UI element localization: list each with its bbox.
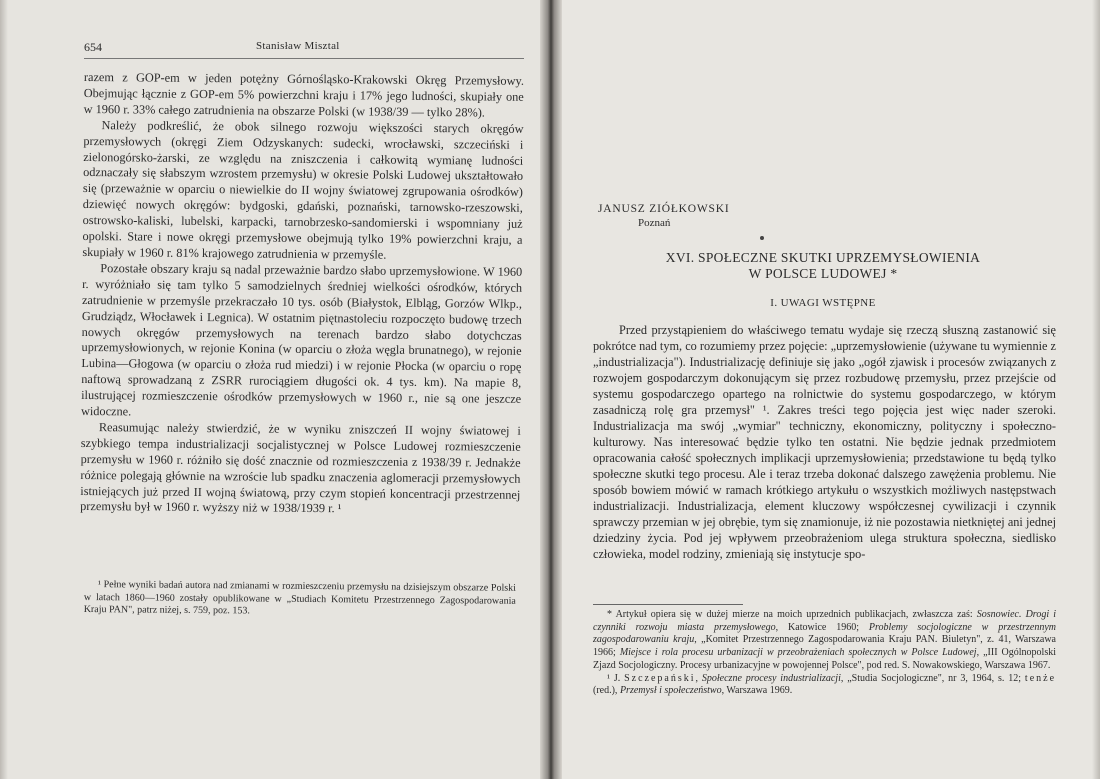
footnote-italic-title: Problemy socjologiczne w przestrzennym zagospodarowaniu kraju — [593, 621, 1056, 646]
running-head-title: Stanisław Misztal — [256, 40, 340, 52]
paragraph: Reasumując należy stwierdzić, że w wyniku zniszczeń II wojny światowej i szybkiego tempa industrializacji socjalistycznej w Polsce Ludowej rozmieszczenie przemysłu w 1960 r. różniło się dość znacznie od rozmieszczenia z 1938/39 r. Jednakże różnice polegają głównie na wzroście lub spadku znaczenia aglomeracji przemysłowych istniejących już przed II wojną światową, przy czym stopień koncentracji przestrzennej przemysłu był w 1960 r. wyższy niż w 1938/1939 r. ¹ — [80, 420, 521, 516]
author-name: JANUSZ ZIÓŁKOWSKI — [598, 203, 730, 215]
footnote-1 — [593, 673, 1056, 698]
footnote-text: ¹ Pełne wyniki badań autora nad zmianami w rozmieszczeniu przemysłu na dzisiejszym obszarze Polski w latach 1860—1960 zostały opublikowane w „Studiach Komitetu Przestrzennego Zagospodarowania Kraju PAN", patrz niżej, s. 759, poz. 153. — [83, 579, 516, 617]
page-number: 654 — [84, 40, 102, 54]
footnote-text: , „Studia Socjologiczne", nr 3, 1964, s. 12; — [840, 672, 1025, 684]
author-block — [598, 203, 898, 229]
running-head — [84, 38, 524, 59]
footnote-text: (red.), — [593, 685, 620, 697]
author-city: Poznań — [638, 217, 671, 229]
footnote-text: ¹ J. — [607, 672, 625, 684]
footnote-italic-title: Miejsce i rola procesu urbanizacji w przeobrażeniach społecznych w Polsce Ludowej — [619, 647, 977, 659]
ornament-dot — [760, 236, 764, 240]
paragraph: Pozostałe obszary kraju są nadal przeważnie bardzo słabo uprzemysłowione. W 1960 r. wyróżniało się tam tylko 5 samodzielnych średniej wielkości ośrodków, których zatrudnienie w przemyśle przekraczało 10 tys. osób (Białystok, Elbląg, Gorzów Wlkp., Grudziądz, Włocławek i Legnica). W ostatnim piętnastoleciu rozpoczęto budowę trzech nowych okręgów przemysłowych na terenach bardzo słabo dotychczas uprzemysłowionych, w rejonie Konina (w oparciu o złoża węgla brunatnego), w rejonie Lubina—Głogowa (w oparciu o złoża rud miedzi) i w rejonie Płocka (w oparciu o ropę naftową sprowadzaną z ZSRR rurociągiem długości ok. 4 tys. km). Na mapie 8, ilustrującej rozmieszczenie ośrodków przemysłowych w 1960 r., nie są one jeszcze widoczne. — [80, 261, 523, 419]
footnote-italic-title: Przemysł i społeczeństwo — [619, 685, 722, 697]
right-footnotes — [593, 609, 1056, 698]
footnote-text: , Katowice 1960; — [775, 621, 869, 633]
footnote-text: , Warszawa 1969. — [721, 685, 793, 697]
footnote-star — [593, 609, 1056, 673]
footnote-text: , „Komitet Przestrzennego Zagospodarowania Kraju PAN. Biuletyn", z. 41, Warszawa 1966; — [593, 634, 1056, 659]
left-page — [0, 0, 548, 779]
footnote-text: * Artykuł opiera się w dużej mierze na moich uprzednich publikacjach, zwłaszcza zaś: — [607, 609, 977, 620]
article-title — [598, 250, 1048, 282]
left-body-text — [80, 70, 524, 519]
left-footnote — [84, 579, 516, 621]
footnote-text: , „III Ogólnopolski Zjazd Socjologiczny. Procesy urbanizacyjne w powojennej Polsce", pod red. S. Nowakowskiego, Warszawa 1967. — [593, 647, 1056, 671]
footnote-rule — [593, 604, 743, 605]
paragraph: Należy podkreślić, że obok silnego rozwoju większości starych okręgów przemysłowych (okręgi Ziem Odzyskanych: sudecki, wrocławski, szczeciński i zielonogórsko-żarski, ze względu na zniszczenia i całkowitą wymianę ludności odznaczały się słabszym wzrostem przemysłu) w okresie Polski Ludowej ukształtowało się (przeważnie w oparciu o niewielkie do II wojny światowej zgrupowania ośrodków) dziewięć nowych okręgów: bydgoski, gdański, poznański, tarnowsko-rzeszowski, ostrowsko-kaliski, lubelski, karpacki, tarnobrzesko-sandomierski i wspomniany już opolski. Stare i nowe okręgi przemysłowe obejmują tylko 19% powierzchni kraju, a skupiały w 1960 r. 81% krajowego zatrudnienia w przemyśle. — [82, 117, 524, 262]
footnote-author: Szczepański — [624, 672, 696, 684]
footnote-italic-title: Sosnowiec. Drogi i czynniki rozwoju miasta przemysłowego — [593, 609, 1056, 633]
footnote-text: , — [695, 672, 702, 684]
footnote-italic-title: Społeczne procesy industrializacji — [701, 672, 841, 684]
right-body-text — [593, 322, 1056, 562]
article-title-line: XVI. SPOŁECZNE SKUTKI UPRZEMYSŁOWIENIA — [665, 250, 981, 265]
book-gutter — [540, 0, 562, 779]
paragraph: Przed przystąpieniem do właściwego tematu wydaje się rzeczą słuszną zastanowić się pokrótce nad tym, co rozumiemy przez pojęcie: „uprzemysłowienie (używane tu wymiennie z „industrializacja"). Industrializację definiuje się jako „ogół zjawisk i procesów związanych z rozwojem gospodarczym dokonującym się przez rozbudowę przemysłu, przez przejście od systemu gospodarczego opartego na rolnictwie do systemu gospodarczego, w którym zasadniczą rolę gra przemysł" ¹. Zakres treści tego pojęcia jest więc nader szeroki. Industrializacja ma swój „wymiar" techniczny, ekonomiczny, polityczny i społeczno-kulturowy. Nas interesować będzie tylko ten ostatni. Nie będzie jednak przedmiotem opracowania całość społecznych implikacji uprzemysłowienia; przedstawione tu będą tylko społeczne skutki tego procesu. Ale i teraz trzeba dokonać dalszego zawężenia problemu. Nie sposób bowiem mówić w ramach krótkiego artykułu o wszystkich możliwych następstwach industrializacji. Industrializacja, element kluczowy współczesnej cywilizacji i czynnik sprawczy przemian w jej obrębie, tym się znamionuje, iż nie pozostawia nietkniętej ani jednej dziedziny życia. Pod jej wpływem przeobrażeniom ulega struktura społeczna, siedlisko człowieka, model rodziny, zmieniają się instytucje spo- — [593, 323, 1057, 561]
article-title-line: W POLSCE LUDOWEJ * — [748, 266, 898, 281]
right-page-edge — [1092, 0, 1100, 779]
footnote-author: tenże — [1024, 672, 1057, 684]
section-heading: I. UWAGI WSTĘPNE — [770, 297, 876, 309]
left-page-edge — [0, 0, 8, 779]
paragraph: razem z GOP-em w jeden potężny Górnośląsko-Krakowski Okręg Przemysłowy. Obejmując łącznie z GOP-em 5% powierzchni kraju i 17% jego ludności, skupiały one w 1960 r. 33% całego zatrudnienia na obszarze Polski (w 1938/39 — tylko 28%). — [83, 70, 524, 120]
